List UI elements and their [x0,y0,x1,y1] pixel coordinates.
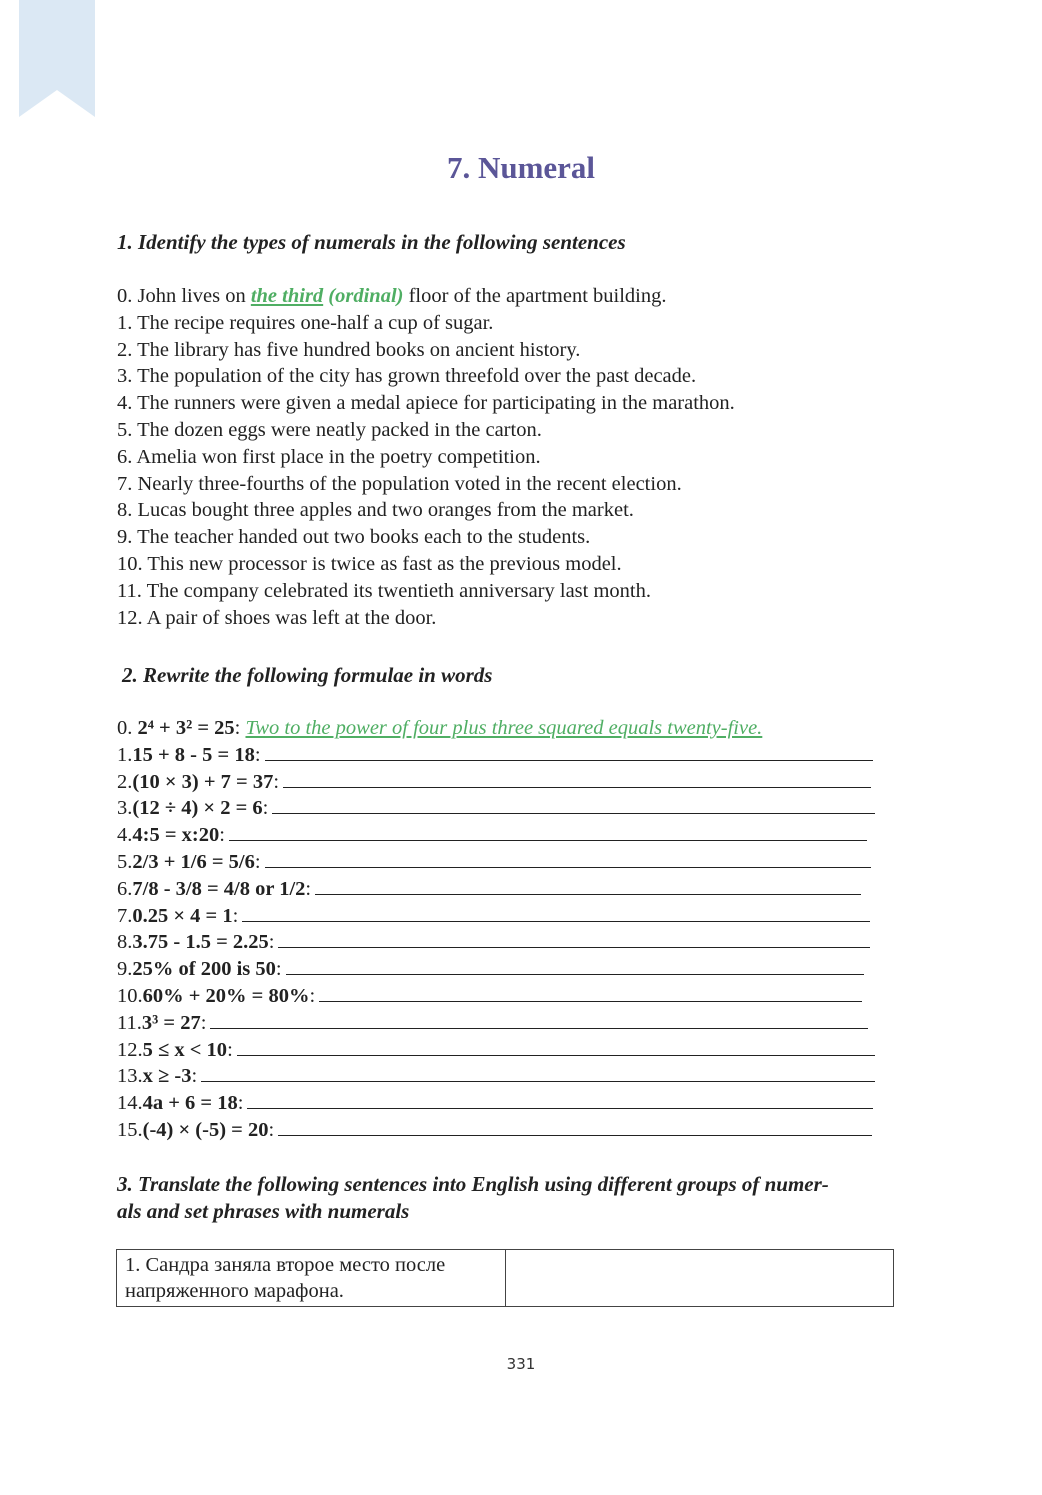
formula-row: 9. 25% of 200 is 50 : [117,956,875,983]
answer-blank[interactable] [286,958,864,975]
formula-row: 3. (12 ÷ 4) × 2 = 6 : [117,795,875,822]
formula: x ≥ -3 [142,1065,192,1088]
answer-blank[interactable] [242,905,870,922]
formula-row: 14. 4a + 6 = 18 : [117,1090,875,1117]
list-item: 8. Lucas bought three apples and two oranges from the market. [117,499,634,522]
formula-row: 1. 15 + 8 - 5 = 18 : [117,742,875,769]
list-item: 11. The company celebrated its twentieth anniversary last month. [117,579,651,602]
table-row [117,1250,894,1307]
answer-blank[interactable] [283,771,871,788]
formula-row: 8. 3.75 - 1.5 = 2.25 : [117,929,875,956]
formula: 3.75 - 1.5 = 2.25 [132,931,269,954]
formula-row: 13. x ≥ -3 : [117,1063,875,1090]
list-item: 1. The recipe requires one-half a cup of sugar. [117,311,494,334]
example-answer: Two to the power of four plus three squared equals twenty-five. [245,717,763,739]
formula-row: 5. 2/3 + 1/6 = 5/6 : [117,849,875,876]
source-sentence-cell: 1. Сандра заняла второе место после напряженного марафона. [117,1250,506,1307]
formula: 4:5 = x:20 [132,824,220,847]
page-title: 7. Numeral [446,150,596,185]
formula-row: 11. 3³ = 27 : [117,1010,875,1037]
formula: (12 ÷ 4) × 2 = 6 [132,797,263,820]
answer-blank[interactable] [315,878,861,895]
formula: (-4) × (-5) = 20 [142,1118,269,1141]
answer-blank[interactable] [278,1119,872,1136]
formula: 60% + 20% = 80% [142,984,310,1007]
list-item: 10. This new processor is twice as fast as the previous model. [117,552,622,575]
formula: 7/8 - 3/8 = 4/8 or 1/2 [132,877,306,900]
formula-row: 10. 60% + 20% = 80% : [117,983,875,1010]
answer-blank[interactable] [247,1092,873,1109]
section2-example: 0. 2⁴ + 3² = 25: Two to the power of four plus three squared equals twenty-five. [117,717,763,739]
section1-list [117,283,735,631]
list-item: 2. The library has five hundred books on ancient history. [117,338,581,361]
formula-row: 2. (10 × 3) + 7 = 37 : [117,769,875,796]
answer-blank[interactable] [278,931,870,948]
list-item: 3. The population of the city has grown threefold over the past decade. [117,365,697,388]
answer-blank[interactable] [229,824,867,841]
section2-heading: 2. Rewrite the following formulae in words [122,663,493,687]
formula: 3³ = 27 [141,1011,201,1034]
list-item: 4. The runners were given a medal apiece for participating in the marathon. [117,392,735,415]
bookmark-ribbon [19,0,95,117]
list-item: 9. The teacher handed out two books each to the students. [117,526,591,549]
example-formula: 2⁴ + 3² = 25 [137,717,235,739]
answer-blank[interactable] [201,1065,875,1082]
section2-list [117,715,875,1144]
formula-row: 7. 0.25 × 4 = 1 : [117,903,875,930]
example-suffix: floor of the apartment building. [403,285,667,307]
answer-blank[interactable] [265,744,873,761]
example-tag: (ordinal) [328,285,404,307]
formula: 15 + 8 - 5 = 18 [132,743,255,766]
formula-row: 6. 7/8 - 3/8 = 4/8 or 1/2 : [117,876,875,903]
formula: 5 ≤ x < 10 [142,1038,228,1061]
page-number: 331 [506,1355,536,1373]
example-number: 0. [117,717,138,739]
formula-row: 15. (-4) × (-5) = 20 : [117,1117,875,1144]
list-item: 7. Nearly three-fourths of the population voted in the recent election. [117,472,682,495]
formula: 4a + 6 = 18 [142,1092,238,1115]
formula-row: 12. 5 ≤ x < 10 : [117,1037,875,1064]
list-item: 6. Amelia won first place in the poetry competition. [117,445,541,468]
formula: (10 × 3) + 7 = 37 [132,770,274,793]
formula: 0.25 × 4 = 1 [132,904,233,927]
example-prefix: 0. John lives on [117,285,251,307]
example-answer: the third [250,285,324,307]
answer-blank[interactable] [265,851,871,868]
formula-row: 4. 4:5 = x:20 : [117,822,875,849]
section1-heading: 1. Identify the types of numerals in the following sentences [117,230,626,254]
section1-example [117,283,735,310]
section3-heading: 3. Translate the following sentences into English using different groups of numer- als and set phrases with numerals [117,1172,829,1223]
answer-blank[interactable] [210,1012,868,1029]
translation-cell[interactable] [506,1250,894,1307]
answer-blank[interactable] [319,985,862,1002]
formula: 25% of 200 is 50 [132,958,276,981]
list-item: 5. The dozen eggs were neatly packed in the carton. [117,418,542,441]
answer-blank[interactable] [237,1039,875,1056]
list-item: 12. A pair of shoes was left at the door. [117,606,437,629]
formula: 2/3 + 1/6 = 5/6 [132,850,255,873]
answer-blank[interactable] [272,797,875,814]
translation-table [116,1249,894,1307]
